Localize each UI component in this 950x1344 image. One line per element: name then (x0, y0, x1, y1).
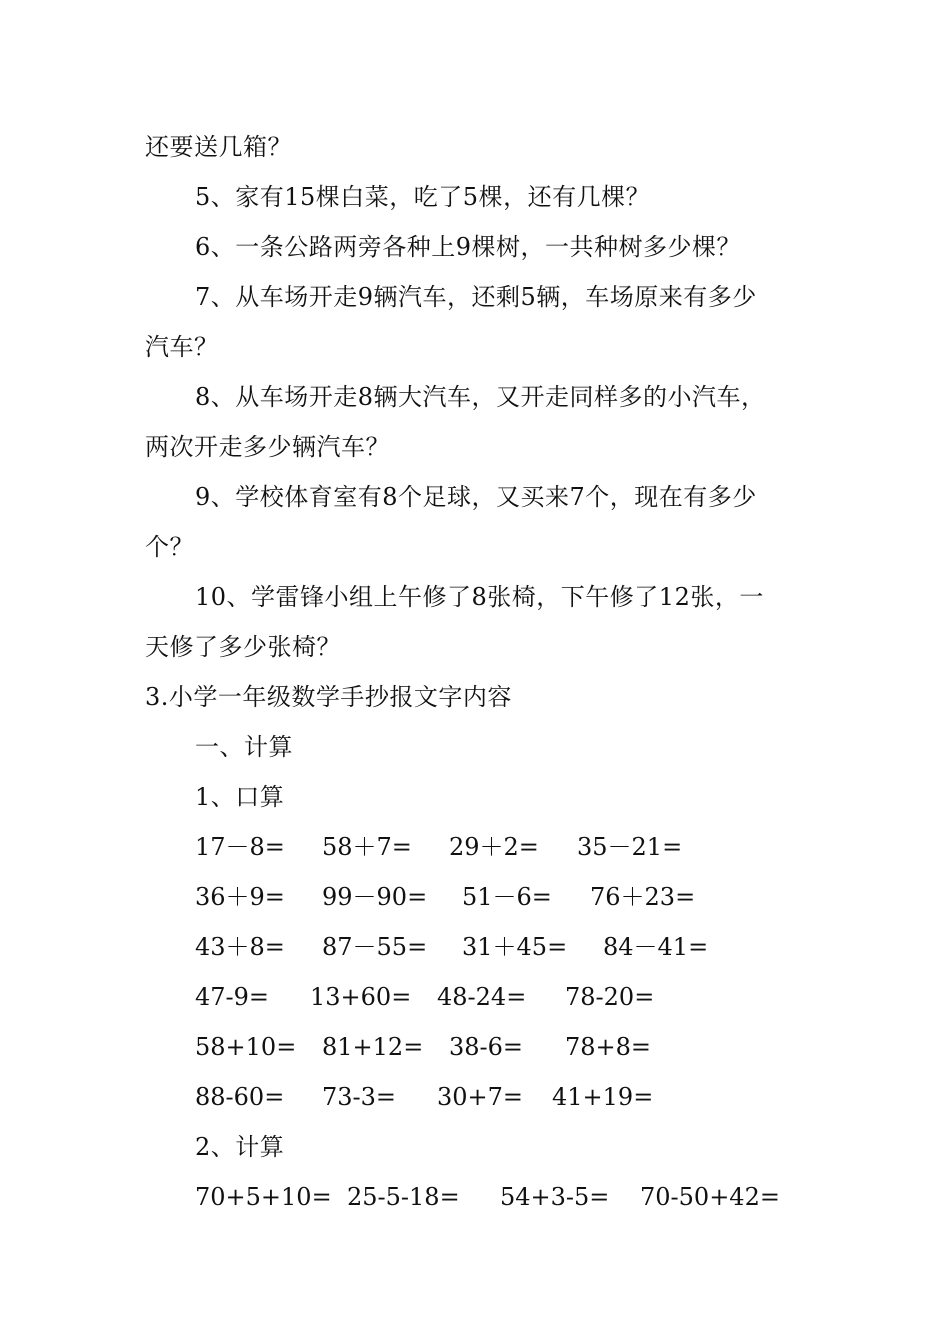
equation: 30+7= (437, 1083, 524, 1111)
equation: 76＋23= (590, 883, 696, 911)
section-heading: 3.小学一年级数学手抄报文字内容 (145, 683, 512, 711)
equation: 31＋45= (462, 933, 568, 961)
text-line: 还要送几箱？ (145, 133, 292, 161)
equation: 48-24= (437, 983, 527, 1011)
equation: 81+12= (322, 1033, 424, 1061)
subsection-heading: 一、计算 (195, 733, 293, 761)
question-8-cont: 两次开走多少辆汽车？ (145, 433, 390, 461)
equation: 78-20= (565, 983, 655, 1011)
equation: 36＋9= (195, 883, 285, 911)
question-7: 7、从车场开走9辆汽车，还剩5辆，车场原来有多少 (195, 283, 757, 311)
equation: 38-6= (449, 1033, 524, 1061)
question-8: 8、从车场开走8辆大汽车，又开走同样多的小汽车， (195, 383, 766, 411)
question-9-cont: 个？ (145, 533, 194, 561)
equation: 47-9= (195, 983, 270, 1011)
calc-heading: 2、计算 (195, 1133, 285, 1161)
equation: 54+3-5= (500, 1183, 610, 1211)
equation: 87－55= (322, 933, 428, 961)
equation: 73-3= (322, 1083, 397, 1111)
oral-calc-heading: 1、口算 (195, 783, 285, 811)
equation: 25-5-18= (347, 1183, 460, 1211)
question-9: 9、学校体育室有8个足球，又买来7个，现在有多少 (195, 483, 757, 511)
question-10: 10、学雷锋小组上午修了8张椅，下午修了12张，一 (195, 583, 764, 611)
equation: 70+5+10= (195, 1183, 332, 1211)
equation: 51－6= (462, 883, 552, 911)
equation: 29＋2= (449, 833, 539, 861)
equation: 41+19= (552, 1083, 654, 1111)
equation: 13+60= (310, 983, 412, 1011)
equation: 88-60= (195, 1083, 285, 1111)
question-7-cont: 汽车？ (145, 333, 219, 361)
question-5: 5、家有15棵白菜，吃了5棵，还有几棵？ (195, 183, 651, 211)
equation: 84－41= (603, 933, 709, 961)
equation: 35－21= (577, 833, 683, 861)
question-6: 6、一条公路两旁各种上9棵树，一共种树多少棵？ (195, 233, 742, 261)
equation: 58+10= (195, 1033, 297, 1061)
equation: 43＋8= (195, 933, 285, 961)
equation: 17－8= (195, 833, 285, 861)
equation: 70-50+42= (640, 1183, 780, 1211)
equation: 99－90= (322, 883, 428, 911)
question-10-cont: 天修了多少张椅？ (145, 633, 341, 661)
equation: 58＋7= (322, 833, 412, 861)
equation: 78+8= (565, 1033, 652, 1061)
